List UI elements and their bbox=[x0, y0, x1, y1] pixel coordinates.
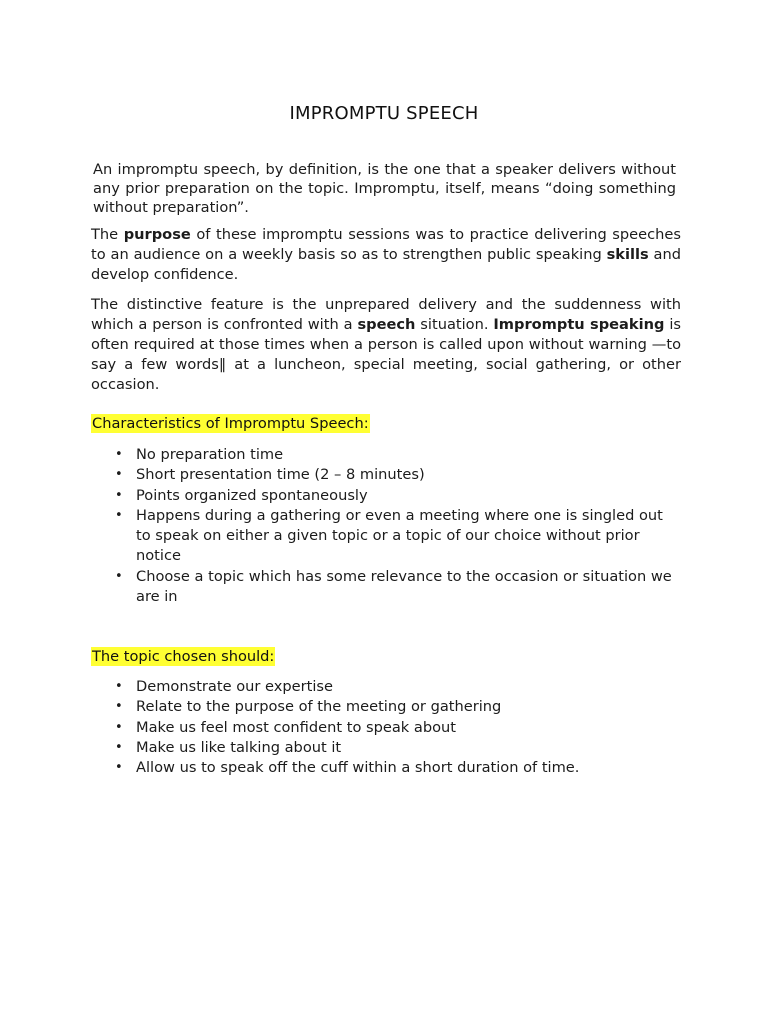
purpose-paragraph bbox=[91, 225, 681, 285]
list-item bbox=[113, 758, 673, 778]
feature-paragraph bbox=[91, 295, 681, 395]
bullet-icon: • bbox=[115, 507, 123, 523]
bullet-icon: • bbox=[115, 467, 123, 483]
topic-heading: The topic chosen should: bbox=[92, 648, 275, 665]
bullet-icon: • bbox=[115, 447, 123, 462]
feature-text-3: is often required at those times when a person is called upon without warning —to say a few words‖ at a luncheon, special meeting, social gathering, or other occasion. bbox=[91, 316, 681, 393]
characteristics-heading: Characteristics of Impromptu Speech: bbox=[92, 415, 369, 432]
topic-list bbox=[113, 677, 673, 778]
skills-bold-term: skills bbox=[606, 246, 649, 263]
list-item bbox=[113, 677, 673, 697]
list-item bbox=[113, 486, 673, 506]
list-item bbox=[113, 738, 673, 758]
list-item-text: Make us feel most confident to speak about bbox=[136, 718, 456, 736]
feature-text-1: The distinctive feature is the unprepared delivery and the suddenness with which a person is confronted with a bbox=[91, 296, 681, 333]
document-title: IMPROMPTU SPEECH bbox=[289, 103, 479, 124]
list-item bbox=[113, 718, 673, 738]
list-item-text: No preparation time bbox=[136, 446, 284, 463]
list-item-text: Happens during a gathering or even a meeting where one is singled out to speak on either a given topic or a topic of our choice without prior notice bbox=[136, 506, 663, 565]
bullet-icon: • bbox=[115, 679, 123, 694]
list-item-text: Allow us to speak off the cuff within a short duration of time. bbox=[136, 759, 580, 777]
purpose-text-2: of these impromptu sessions was to practice delivering speeches to an audience on a weekly basis so as to strengthen public speaking bbox=[91, 226, 681, 263]
list-item bbox=[113, 697, 673, 717]
list-item bbox=[113, 506, 673, 567]
speech-bold-term: speech bbox=[357, 316, 416, 333]
purpose-bold-term: purpose bbox=[123, 226, 191, 243]
bullet-icon: • bbox=[115, 487, 123, 503]
bullet-icon: • bbox=[115, 739, 123, 755]
purpose-text-1: The bbox=[91, 226, 124, 243]
bullet-icon: • bbox=[115, 760, 123, 776]
list-item bbox=[113, 445, 673, 465]
intro-paragraph: An impromptu speech, by definition, is the one that a speaker delivers without any prior preparation on the topic. Impromptu, itself, means “doing something without preparation”. bbox=[93, 161, 676, 216]
list-item-text: Short presentation time (2 – 8 minutes) bbox=[136, 466, 425, 484]
list-item bbox=[113, 465, 673, 485]
bullet-icon: • bbox=[115, 719, 123, 735]
list-item-text: Points organized spontaneously bbox=[136, 486, 368, 504]
bullet-icon: • bbox=[115, 568, 123, 584]
impromptu-speaking-bold-term: Impromptu speaking bbox=[493, 316, 665, 333]
list-item-text: Choose a topic which has some relevance to the occasion or situation we are in bbox=[136, 567, 672, 606]
characteristics-list bbox=[113, 445, 673, 607]
list-item-text: Relate to the purpose of the meeting or gathering bbox=[136, 698, 502, 716]
feature-text-2: situation. bbox=[415, 316, 494, 333]
list-item bbox=[113, 567, 673, 608]
list-item-text: Demonstrate our expertise bbox=[136, 678, 333, 695]
purpose-text-3: and develop confidence. bbox=[91, 246, 681, 283]
list-item-text: Make us like talking about it bbox=[136, 738, 342, 756]
bullet-icon: • bbox=[115, 699, 123, 715]
